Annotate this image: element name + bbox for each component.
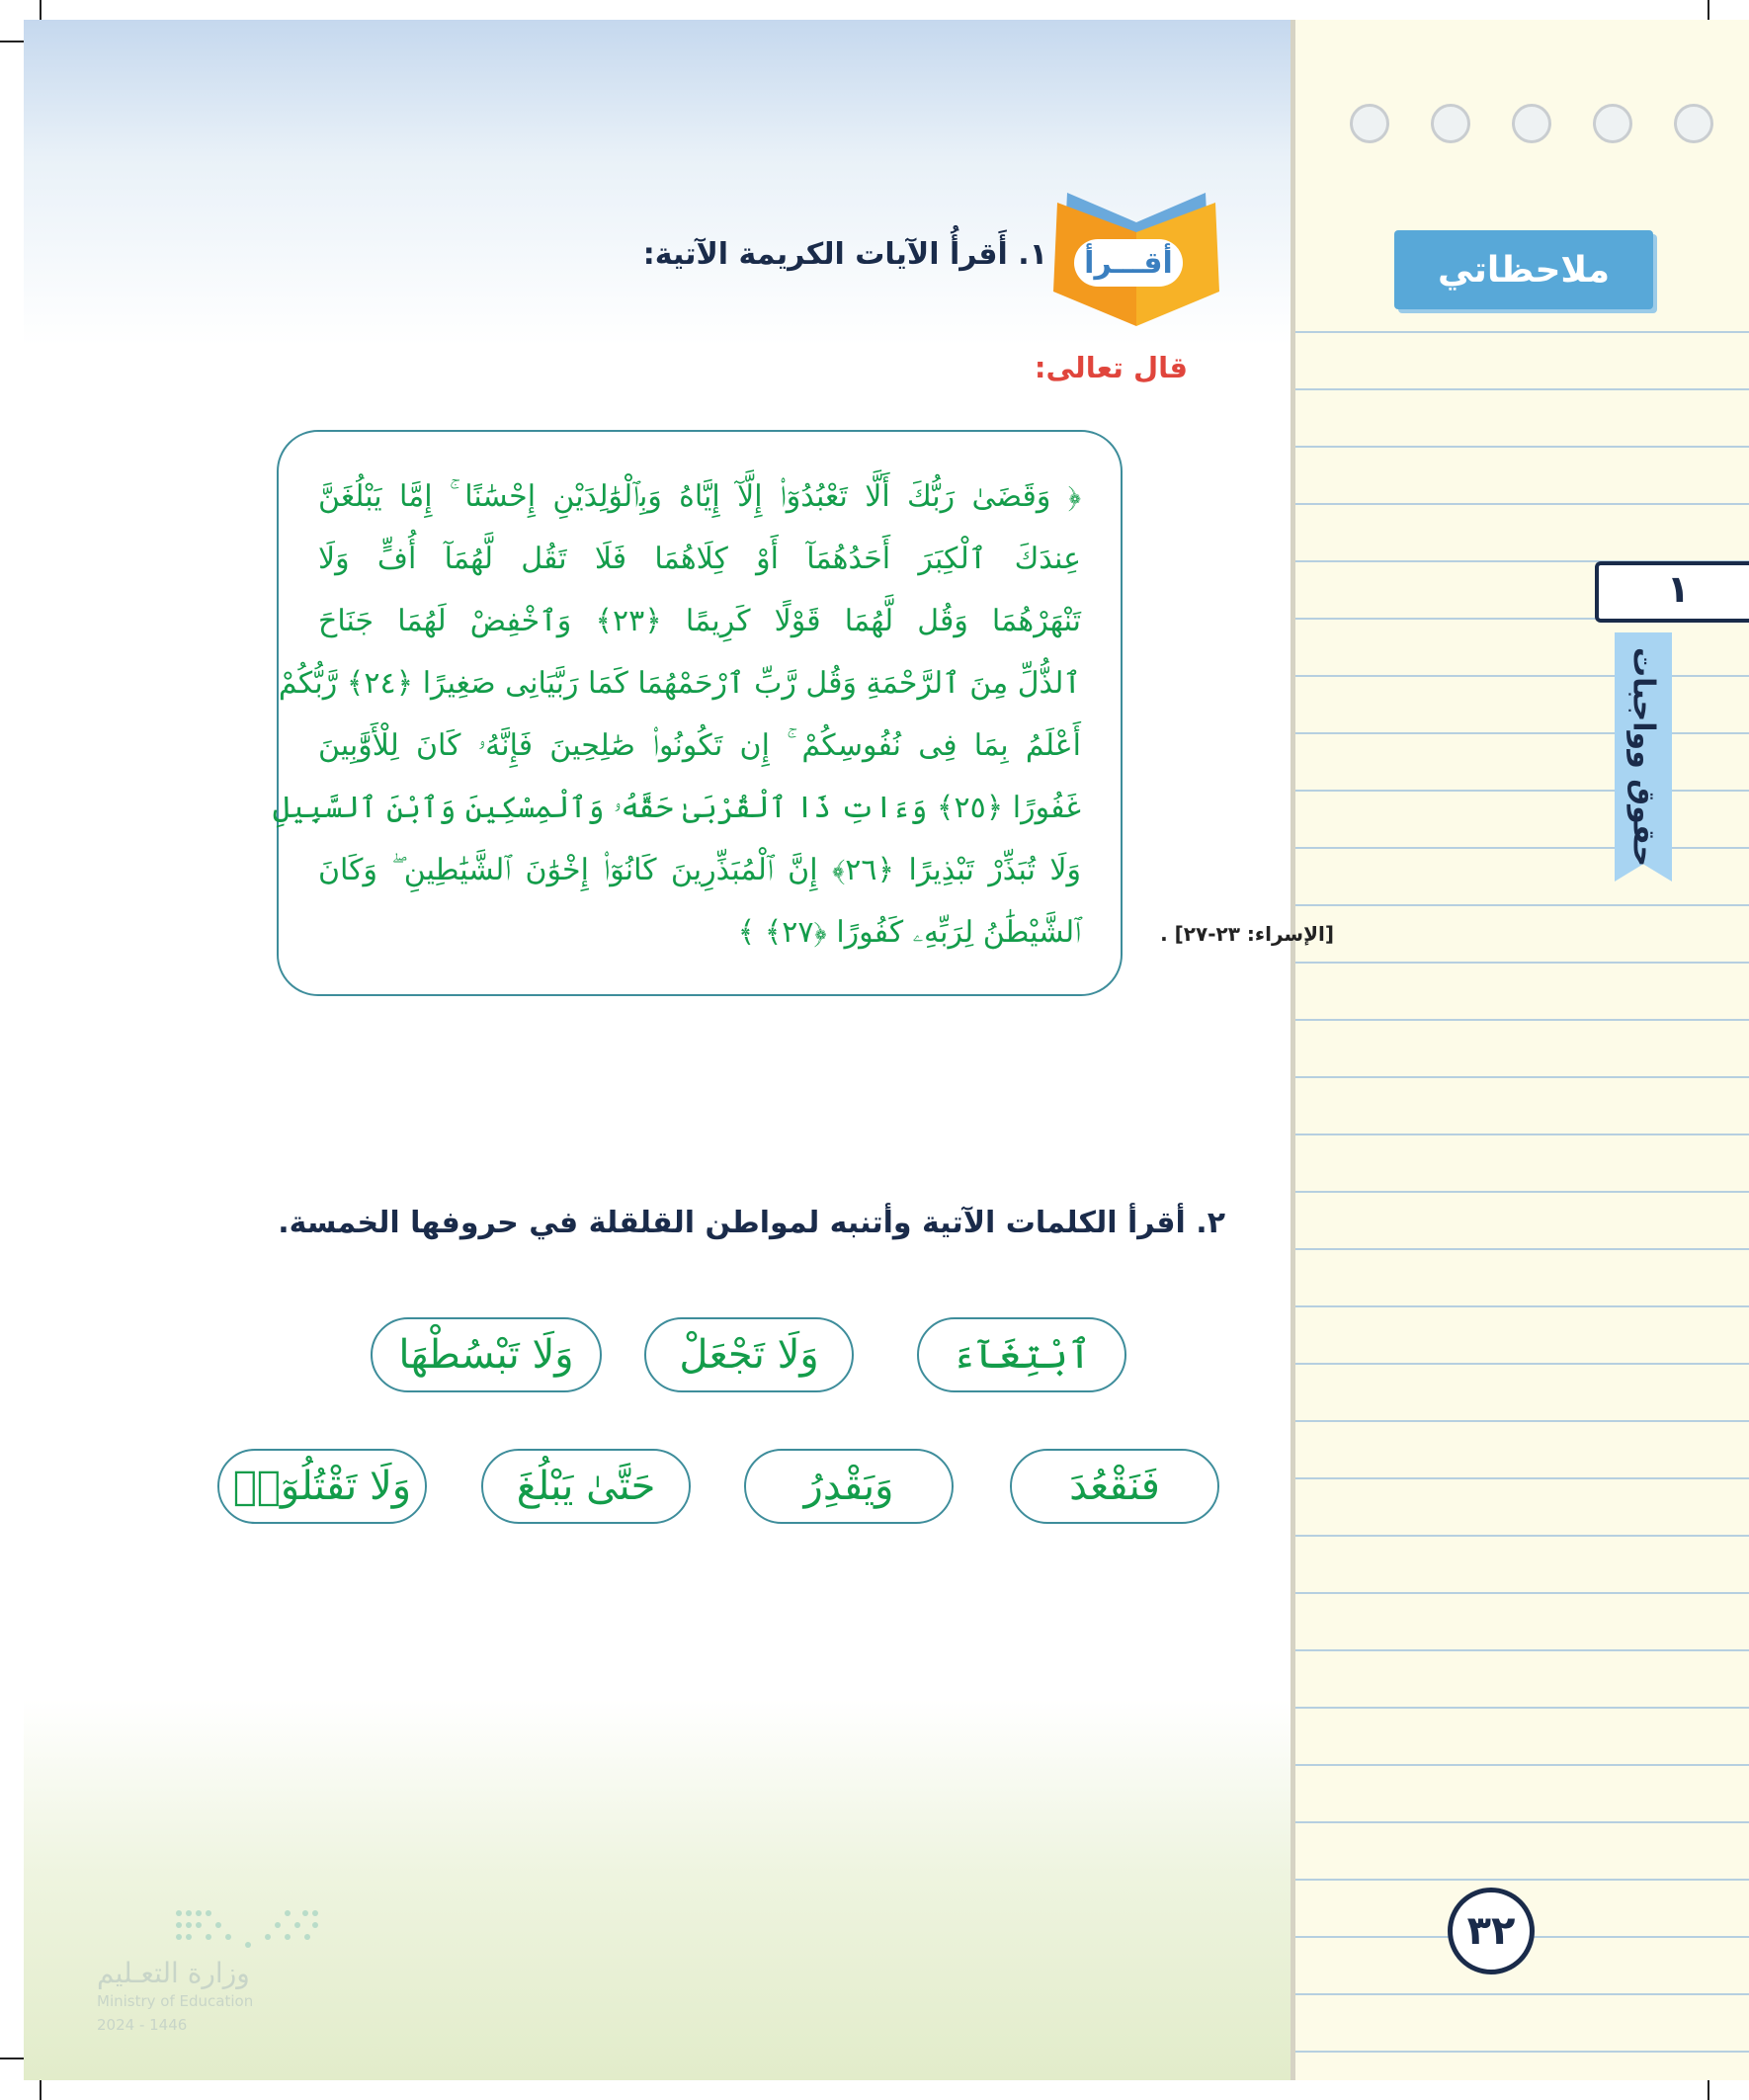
notes-column [1291, 20, 1749, 2080]
verse-intro: قال تعالى: [1034, 351, 1188, 384]
notes-ruled-line [1295, 503, 1749, 505]
word-pill: حَتَّىٰ يَبْلُغَ [481, 1449, 691, 1524]
crop-mark [1707, 2080, 1709, 2100]
binder-hole [1350, 104, 1389, 143]
ministry-year: 2024 - 1446 [97, 2016, 188, 2034]
notes-ruled-line [1295, 1592, 1749, 1594]
verses-box [272, 430, 1123, 996]
word-pill: وَلَا تَقْتُلُوٓا۟ [217, 1449, 427, 1524]
verse-line: عِندَكَ ٱلْكِبَرَ أَحَدُهُمَآ أَوْ كِلَاهُمَا فَلَا تَقُل لَّهُمَآ أُفٍّ وَلَا [318, 542, 1081, 576]
crop-mark [1707, 0, 1709, 20]
word-pill: وَيَقْدِرُ [744, 1449, 954, 1524]
word-pill: وَلَا تَجْعَلْ [644, 1317, 854, 1392]
crop-mark [0, 41, 24, 42]
notes-ruled-line [1295, 388, 1749, 390]
crop-mark [0, 2058, 24, 2059]
notes-ruled-line [1295, 1477, 1749, 1479]
notes-ruled-line [1295, 1191, 1749, 1193]
notes-ruled-line [1295, 675, 1749, 677]
notes-ruled-line [1295, 1076, 1749, 1078]
binder-hole [1593, 104, 1632, 143]
notes-ruled-line [1295, 1649, 1749, 1651]
binder-hole [1431, 104, 1470, 143]
unit-title: حقوق وواجبات [1625, 646, 1661, 868]
notes-ruled-line [1295, 1707, 1749, 1709]
word-pill: ٱبْتِغَآءَ [917, 1317, 1126, 1392]
notes-ruled-line [1295, 446, 1749, 448]
crop-mark [40, 0, 42, 20]
ministry-name-arabic: وزارة التعـليم [97, 1957, 250, 1989]
verse-line: ٱلشَّيْطَٰنُ لِرَبِّهِۦ كَفُورًا ﴿٢٧﴾ ﴾ [737, 915, 1081, 950]
notes-ruled-line [1295, 790, 1749, 792]
verse-line: غَفُورًا ﴿٢٥﴾ وَءَاتِ ذَا ٱلْقُرْبَىٰ حَقَّهُۥ وَٱلْمِسْكِينَ وَٱبْنَ ٱلسَّبِيلِ [272, 791, 1081, 825]
notes-ruled-line [1295, 847, 1749, 849]
exercise2-instruction: ٢. أقرأ الكلمات الآتية وأتنبه لمواطن القلقلة في حروفها الخمسة. [278, 1206, 1225, 1240]
notes-ruled-line [1295, 1821, 1749, 1823]
notes-ruled-line [1295, 1305, 1749, 1307]
binder-hole [1674, 104, 1713, 143]
unit-number-box [1595, 561, 1749, 623]
word-pill: فَنَقْعُدَ [1010, 1449, 1219, 1524]
notes-title: ملاحظاتي [1394, 230, 1653, 309]
exercise1-number: ١. [1018, 237, 1047, 272]
exercise1-instruction: أَقرأُ الآيات الكريمة الآتية: [642, 237, 1008, 272]
verse-line: ٱلذُّلِّ مِنَ ٱلرَّحْمَةِ وَقُل رَّبِّ ٱرْحَمْهُمَا كَمَا رَبَّيَانِى صَغِيرًا ﴿٢٤﴾ رَّبُّكُمْ [278, 666, 1081, 701]
notes-ruled-line [1295, 1879, 1749, 1881]
notes-ruled-line [1295, 331, 1749, 333]
read-badge: أقـــرأ [1074, 239, 1183, 287]
notes-ruled-line [1295, 1134, 1749, 1135]
notes-ruled-line [1295, 1420, 1749, 1422]
verse-line: تَنْهَرْهُمَا وَقُل لَّهُمَا قَوْلًا كَرِيمًا ﴿٢٣﴾ وَٱخْفِضْ لَهُمَا جَنَاحَ [318, 604, 1081, 638]
page-number: ٣٢ [1448, 1888, 1535, 1974]
verse-line: أَعْلَمُ بِمَا فِى نُفُوسِكُمْ ۚ إِن تَكُونُوا۟ صَٰلِحِينَ فَإِنَّهُۥ كَانَ لِلْأَوَّٰبِينَ [318, 728, 1081, 763]
unit-number: ١ [1666, 567, 1690, 611]
notes-ruled-line [1295, 1019, 1749, 1021]
verse-line: وَلَا تُبَذِّرْ تَبْذِيرًا ﴿٢٦﴾ إِنَّ ٱلْمُبَذِّرِينَ كَانُوٓا۟ إِخْوَٰنَ ٱلشَّيَٰطِينِ ۖ وَكَانَ [318, 853, 1081, 887]
notes-ruled-line [1295, 2051, 1749, 2053]
crop-mark [40, 2080, 42, 2100]
notes-ruled-line [1295, 1764, 1749, 1766]
verse-reference: [الإسراء: ٢٣-٢٧] . [1160, 922, 1334, 946]
word-pill: وَلَا تَبْسُطْهَا [371, 1317, 602, 1392]
ministry-logo-icon [173, 1907, 321, 1951]
notes-ruled-line [1295, 1248, 1749, 1250]
notes-ruled-line [1295, 962, 1749, 964]
notes-ruled-line [1295, 1993, 1749, 1995]
exercise1-instruction-row [643, 237, 1047, 272]
notes-ruled-line [1295, 732, 1749, 734]
notes-ruled-line [1295, 1535, 1749, 1537]
notes-ruled-line [1295, 904, 1749, 906]
binder-hole [1512, 104, 1551, 143]
ministry-name-english: Ministry of Education [97, 1992, 254, 2010]
notes-ruled-line [1295, 1363, 1749, 1365]
verse-line: ﴿ وَقَضَىٰ رَبُّكَ أَلَّا تَعْبُدُوٓا۟ إِلَّآ إِيَّاهُ وَبِٱلْوَٰلِدَيْنِ إِحْسَٰنًا ۚ إِمَّا يَبْلُغَنَّ [318, 479, 1081, 514]
